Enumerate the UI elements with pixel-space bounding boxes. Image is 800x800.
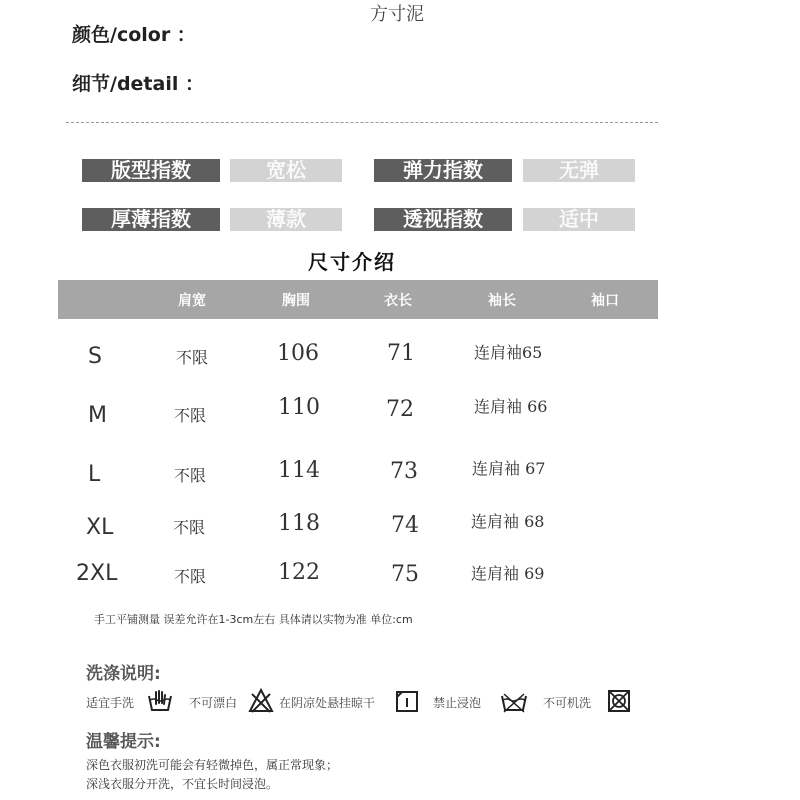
sheer-index-label: 透视指数 (374, 208, 512, 231)
chest-cell: 122 (278, 560, 320, 585)
tip-line: 深色衣服初洗可能会有轻微掉色，属正常现象； (86, 758, 339, 772)
fit-index-value: 宽松 (230, 159, 342, 182)
care-label-no-bleach: 不可漂白 (189, 696, 238, 710)
care-label-no-soak: 禁止浸泡 (433, 696, 482, 710)
no-machine-wash-icon (606, 688, 632, 714)
chest-cell: 118 (278, 511, 320, 536)
size-cell: S (88, 344, 102, 369)
thickness-index-value: 薄款 (230, 208, 342, 231)
tips-title: 温馨提示: (86, 732, 161, 752)
length-cell: 71 (387, 341, 415, 366)
tip-line: 深浅衣服分开洗，不宜长时间浸泡。 (86, 777, 279, 791)
fit-index-label: 版型指数 (82, 159, 220, 182)
chest-cell: 114 (278, 458, 320, 483)
care-label-hang-dry: 在阴凉处悬挂晾干 (279, 696, 376, 710)
divider (66, 122, 658, 123)
no-bleach-icon (248, 688, 274, 714)
chest-cell: 106 (277, 341, 319, 366)
header-shoulder: 肩宽 (178, 293, 206, 309)
size-cell: L (88, 462, 101, 487)
header-cuff: 袖口 (591, 293, 619, 309)
shoulder-cell: 不限 (174, 466, 207, 485)
size-table-header (58, 280, 658, 319)
length-cell: 72 (386, 397, 414, 422)
sheer-index-value: 适中 (523, 208, 635, 231)
sleeve-cell: 连肩袖 66 (474, 397, 548, 416)
shoulder-cell: 不限 (176, 348, 209, 367)
color-label: 颜色/color ： (72, 24, 196, 46)
stretch-index-value: 无弹 (523, 159, 635, 182)
size-cell: XL (86, 515, 114, 540)
header-chest: 胸围 (282, 293, 310, 309)
care-label-no-machine-wash: 不可机洗 (543, 696, 592, 710)
size-cell: 2XL (76, 561, 118, 586)
care-label-hand-wash: 适宜手洗 (86, 696, 135, 710)
detail-label: 细节/detail ： (72, 73, 204, 95)
washing-title: 洗涤说明: (86, 664, 161, 684)
sleeve-cell: 连肩袖 68 (471, 512, 545, 531)
shoulder-cell: 不限 (173, 518, 206, 537)
length-cell: 74 (391, 513, 419, 538)
sleeve-cell: 连肩袖 67 (472, 459, 546, 478)
brand-name: 方寸泥 (370, 4, 424, 25)
header-length: 衣长 (384, 293, 412, 309)
measurement-note: 手工平铺测量 误差允许在1-3cm左右 具体请以实物为准 单位:cm (94, 613, 413, 626)
length-cell: 73 (390, 459, 418, 484)
size-chart-title: 尺寸介绍 (308, 250, 396, 274)
header-sleeve: 袖长 (488, 293, 516, 309)
shoulder-cell: 不限 (174, 406, 207, 425)
stretch-index-label: 弹力指数 (374, 159, 512, 182)
thickness-index-label: 厚薄指数 (82, 208, 220, 231)
chest-cell: 110 (278, 395, 320, 420)
hang-dry-icon (394, 688, 420, 714)
sleeve-cell: 连肩袖 69 (471, 564, 545, 583)
sleeve-cell: 连肩袖65 (474, 343, 543, 362)
no-soak-icon (501, 688, 527, 714)
shoulder-cell: 不限 (174, 567, 207, 586)
size-cell: M (88, 403, 107, 428)
length-cell: 75 (391, 562, 419, 587)
hand-wash-icon (147, 688, 173, 714)
